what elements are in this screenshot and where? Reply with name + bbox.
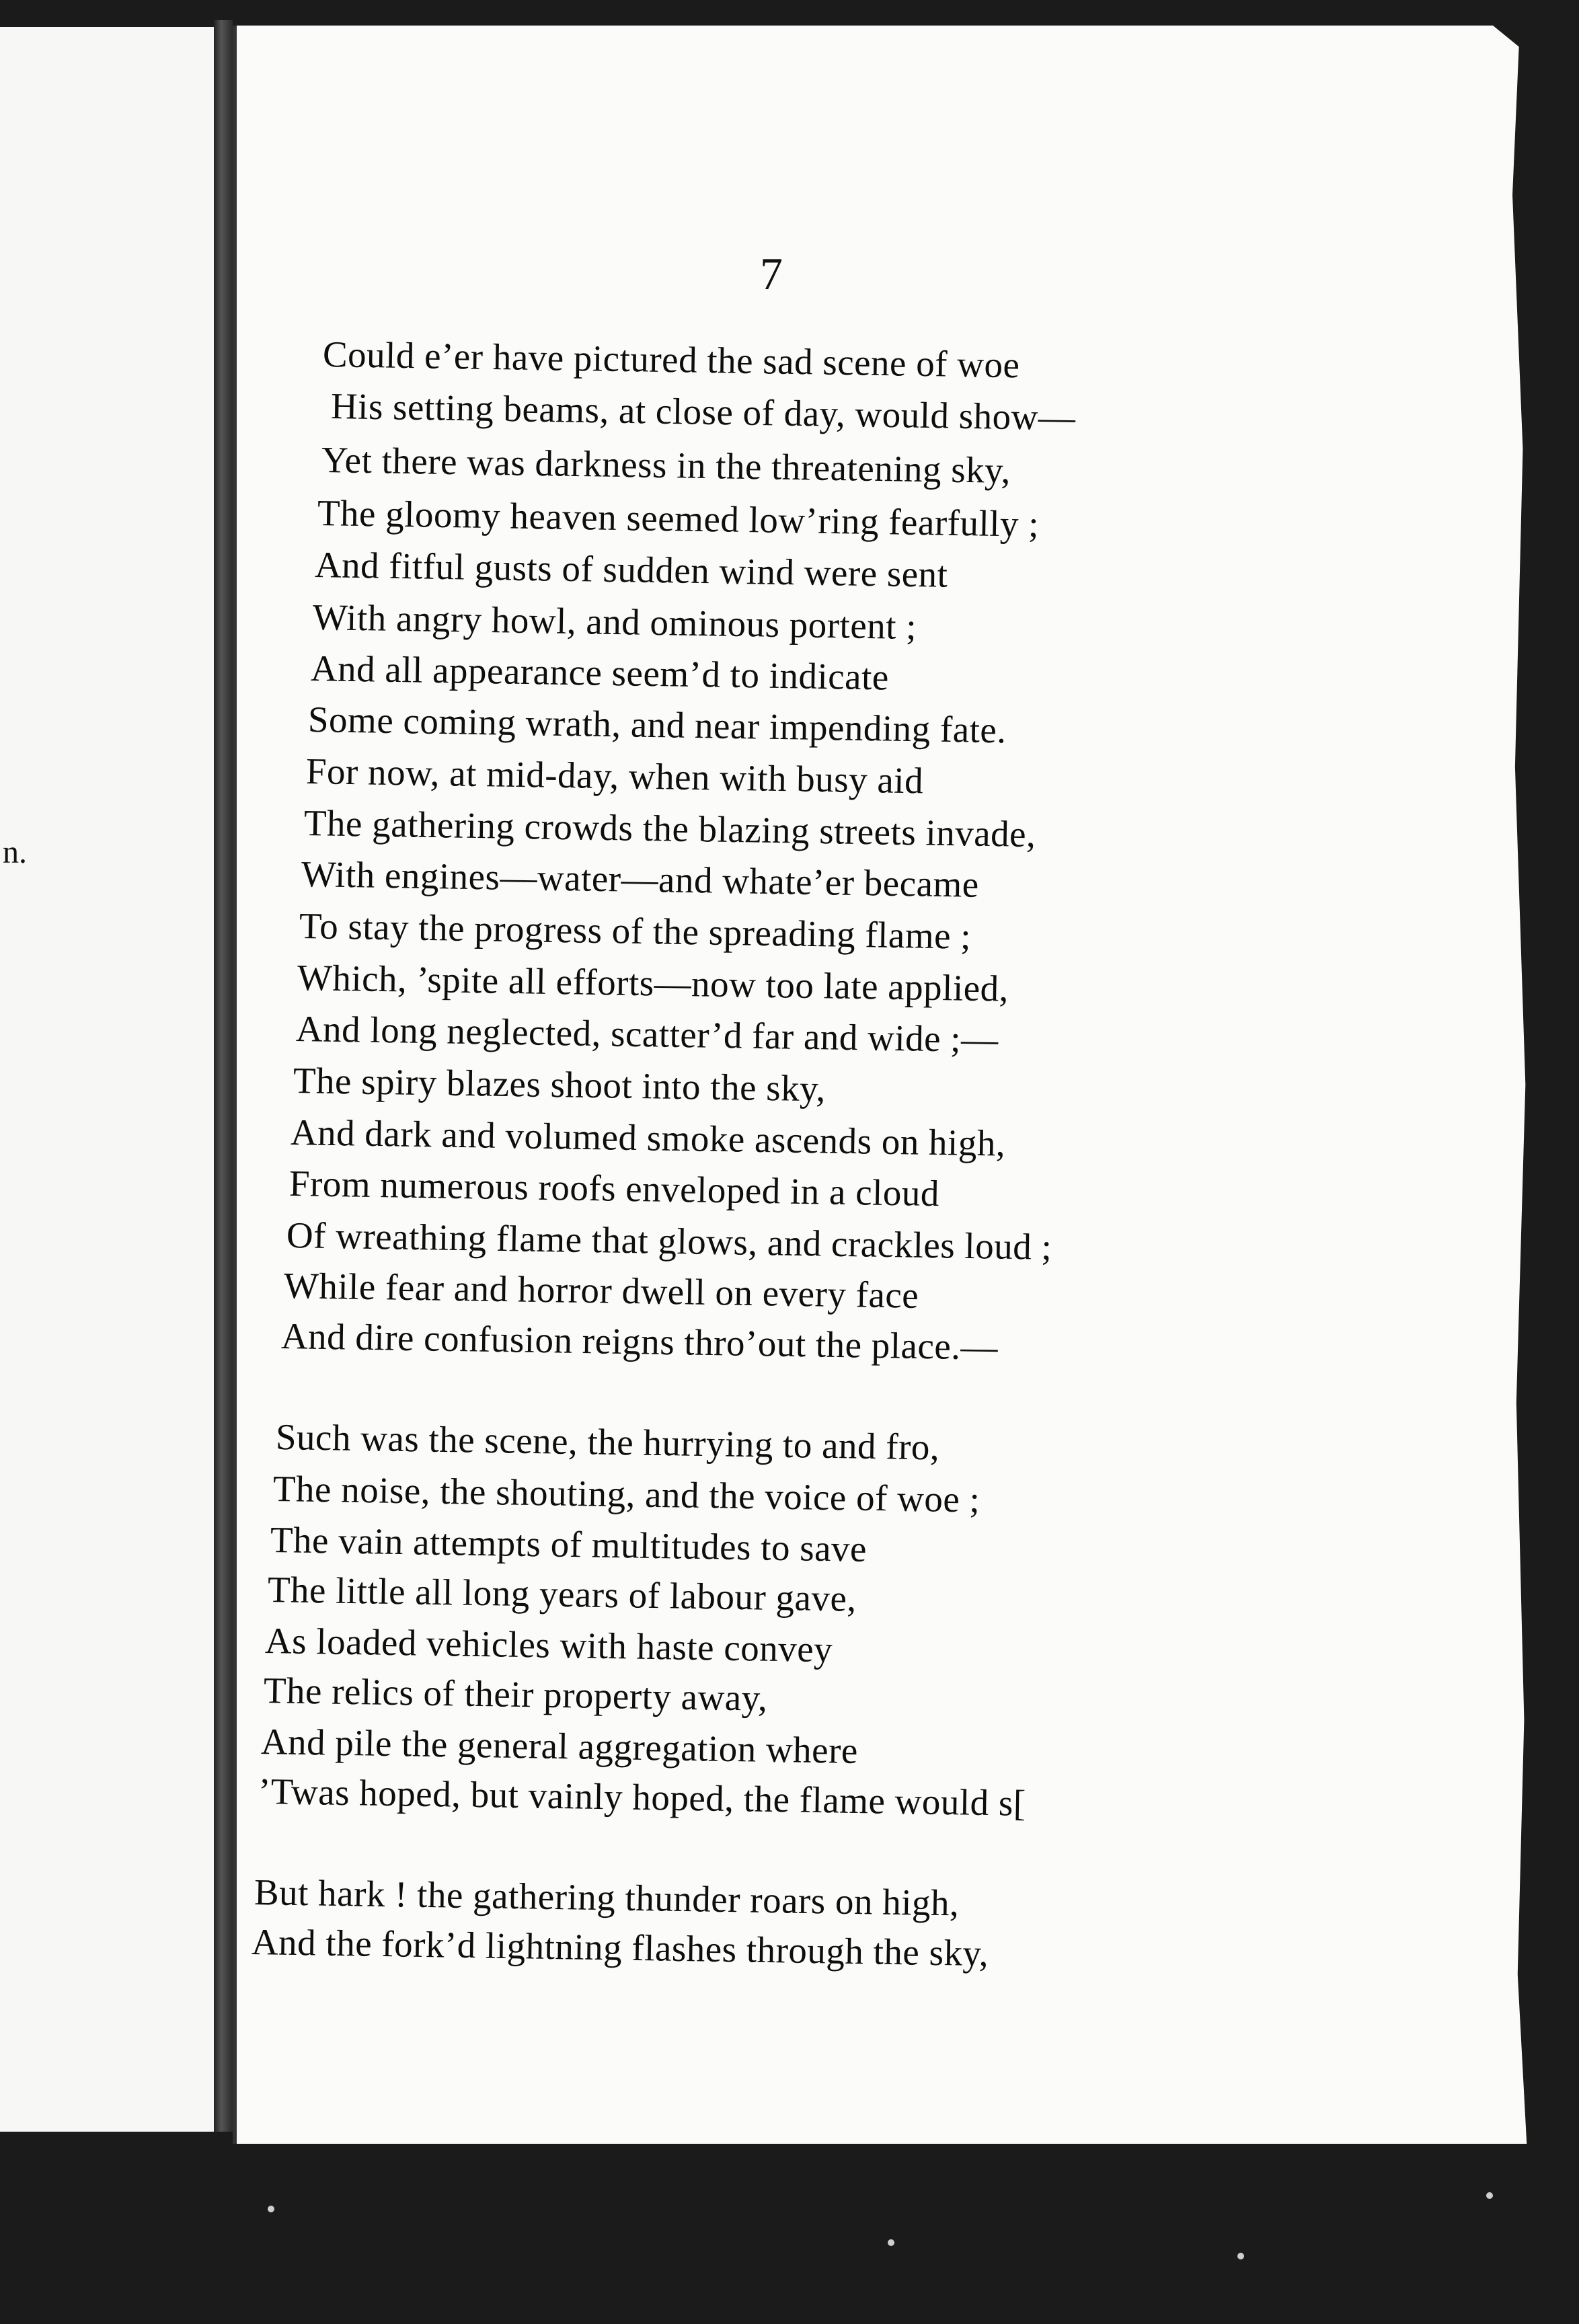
poem-line: And the fork’d lightning flashes through the sky, — [251, 1921, 989, 1974]
poem-line: With engines—water—and whate’er became — [301, 853, 980, 905]
poem-line: ’Twas hoped, but vainly hoped, the flame would s[ — [258, 1771, 1027, 1824]
poem-line: From numerous roofs enveloped in a cloud — [288, 1163, 940, 1214]
poem-line: The vain attempts of multitudes to save — [270, 1519, 868, 1570]
poem-line: And all appearance seem’d to indicate — [310, 648, 890, 698]
poem-line: And dark and volumed smoke ascends on high, — [290, 1112, 1006, 1164]
poem-line: To stay the progress of the spreading flame ; — [299, 905, 972, 957]
poem-line: As loaded vehicles with haste convey — [264, 1620, 833, 1670]
poem-line: Of wreathing flame that glows, and crackles loud ; — [286, 1214, 1052, 1268]
poem-line: While fear and horror dwell on every face — [283, 1265, 919, 1316]
poem-line: The gathering crowds the blazing streets invade, — [303, 802, 1036, 855]
page-number: 7 — [760, 248, 783, 299]
poem-line: And fitful gusts of sudden wind were sent — [314, 544, 948, 595]
poem-line: Could e’er have pictured the sad scene of woe — [322, 334, 1020, 386]
poem-line: For now, at mid-day, when with busy aid — [305, 750, 924, 802]
poem-line: Some coming wrath, and near impending fate. — [307, 699, 1007, 751]
poem-line: Yet there was darkness in the threatening sky, — [321, 439, 1011, 492]
poem-line: The little all long years of labour gave, — [267, 1569, 857, 1619]
poem-line: The spiry blazes shoot into the sky, — [293, 1060, 826, 1110]
poem-line: With angry howl, and ominous portent ; — [312, 596, 917, 648]
poem-line: But hark ! the gathering thunder roars on high, — [254, 1871, 960, 1924]
poem-line: Such was the scene, the hurrying to and fro, — [275, 1416, 940, 1468]
poem-line: The relics of their property away, — [263, 1670, 768, 1719]
poem-line: The gloomy heaven seemed low’ring fearfully ; — [317, 492, 1040, 545]
left-page-fragment: n. — [3, 835, 27, 870]
poem-line: The noise, the shouting, and the voice of woe ; — [272, 1468, 980, 1520]
poem-line: And pile the general aggregation where — [260, 1721, 859, 1771]
poem-line: And long neglected, scatter’d far and wide ;— — [295, 1008, 999, 1060]
poem-line: His setting beams, at close of day, would show— — [330, 385, 1076, 438]
poem-line: And dire confusion reigns thro’out the place.— — [280, 1315, 999, 1368]
poem-line: Which, ’spite all efforts—now too late applied, — [297, 957, 1009, 1009]
